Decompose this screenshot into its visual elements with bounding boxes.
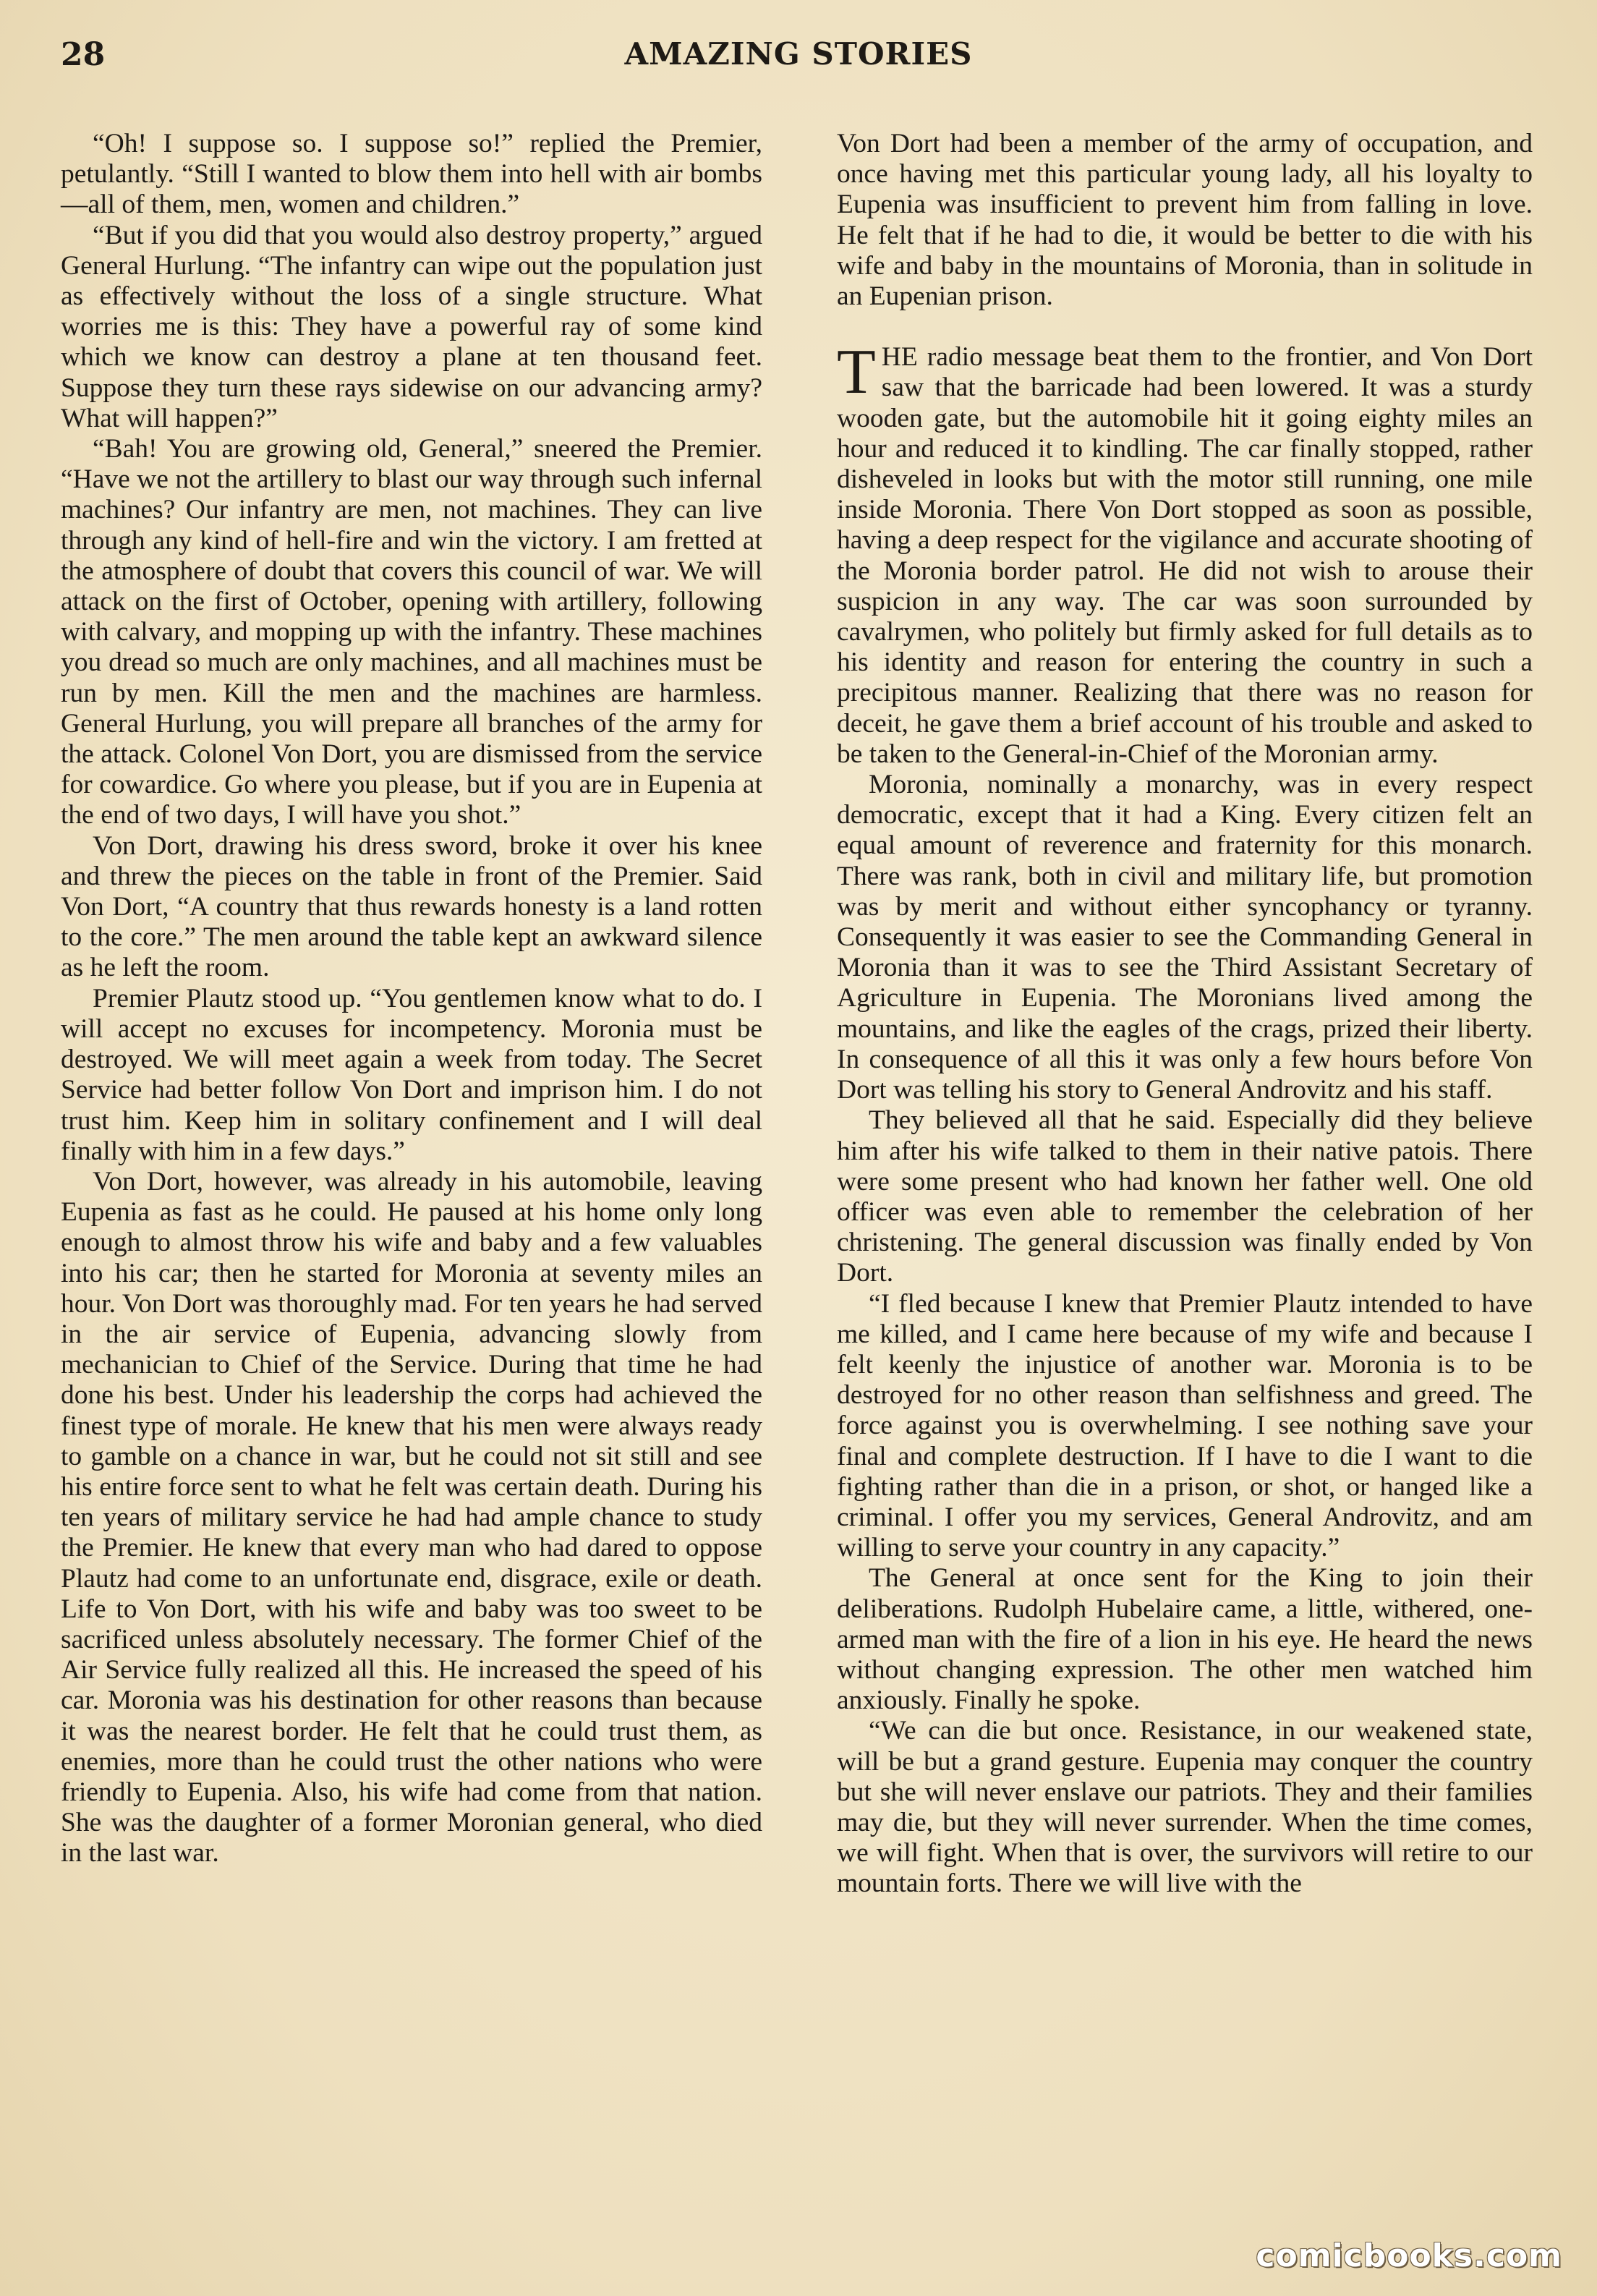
running-title: AMAZING STORIES <box>624 36 973 72</box>
right-column <box>837 129 1533 1900</box>
continued-paragraph: Von Dort had been a member of the army of occupation, and once having met this particular young lady, all his loyalty to Eupenia was insufficient to prevent him from falling in love. He felt that if he had to die, it would be better to die with his wife and baby in the mountains of Moronia, than in solitude in an Eupenian prison. <box>837 129 1533 312</box>
page-number: 28 <box>61 36 106 73</box>
section-opening-paragraph <box>837 337 1533 770</box>
paragraph: “Bah! You are growing old, General,” sneered the Premier. “Have we not the artillery to blast our way through such infernal machines? Our infantry are men, not machines. They can live through any kind of hell-fire and win the victory. I am fretted at the atmosphere of doubt that covers this council of war. We will attack on the first of October, opening with artillery, following with calvary, and mopping up with the infantry. These machines you dread so much are only machines, and all machines must be run by men. Kill the men and the machines are harmless. General Hurlung, you will prepare all branches of the army for the attack. Colonel Von Dort, you are dismissed from the service for cowardice. Go where you please, but if you are in Eupenia at the end of two days, I will have you shot.” <box>61 434 762 830</box>
paragraph: The General at once sent for the King to join their deliberations. Rudolph Hubelaire came, a little, withered, one-armed man with the fire of a lion in his eye. He heard the news without changing expression. The other men watched him anxiously. Finally he spoke. <box>837 1563 1533 1716</box>
paragraph: “Oh! I suppose so. I suppose so!” replied the Premier, petulantly. “Still I wanted to blow them into hell with air bombs—all of them, men, women and children.” <box>61 129 762 220</box>
paragraph: “We can die but once. Resistance, in our weakened state, will be but a grand gesture. Eupenia may conquer the country but she will never enslave our patriots. They and their families may die, but they will never surrender. When the time comes, we will fight. When that is over, the survivors will retire to our mountain forts. There we will live with the <box>837 1716 1533 1899</box>
paragraph: “I fled because I knew that Premier Plautz intended to have me killed, and I came here because of my wife and because I felt keenly the injustice of another war. Moronia is to be destroyed for no other reason than selfishness and greed. The force against you is overwhelming. I see nothing save your final and complete destruction. If I have to die I want to die fighting rather than die in a prison, or shot, or hanged like a criminal. I offer you my services, General Androvitz, and am willing to serve your country in any capacity.” <box>837 1288 1533 1563</box>
page-header <box>61 36 1536 87</box>
paragraph: Von Dort, drawing his dress sword, broke it over his knee and threw the pieces on the table in front of the Premier. Said Von Dort, “A country that thus rewards honesty is a land rotten to the core.” The men around the table kept an awkward silence as he left the room. <box>61 830 762 983</box>
drop-cap: T <box>837 337 876 408</box>
paragraph: Moronia, nominally a monarchy, was in every respect democratic, except that it had a King. Every citizen felt an equal amount of reverence and fraternity for this monarch. There was rank, both in civil and military life, but promotion was by merit and without either syncophancy or tyranny. Consequently it was easier to see the Commanding General in Moronia than it was to see the Third Assistant Secretary of Agriculture in Eupenia. The Moronians lived among the mountains, and like the eagles of the crags, prized their liberty. In consequence of all this it was only a few hours before Von Dort was telling his story to General Androvitz and his staff. <box>837 770 1533 1105</box>
left-column <box>61 129 762 1869</box>
paragraph: They believed all that he said. Especially did they believe him after his wife talked to them in their native patois. There were some present who had known her father well. One old officer was even able to remember the celebration of her christening. The general discussion was finally ended by Von Dort. <box>837 1105 1533 1288</box>
paragraph: Von Dort, however, was already in his automobile, leaving Eupenia as fast as he could. He paused at his home only long enough to almost throw his wife and baby and a few valuables into his car; then he started for Moronia at seventy miles an hour. Von Dort was thoroughly mad. For ten years he had served in the air service of Eupenia, advancing slowly from mechanician to Chief of the Service. During that time he had done his best. Under his leadership the corps had achieved the finest type of morale. He knew that his men were always ready to gamble on a chance in war, but he could not sit still and see his entire force sent to what he felt was certain death. During his ten years of military service he had had ample chance to study the Premier. He knew that every man who had dared to oppose Plautz had come to an unfortunate end, disgrace, exile or death. Life to Von Dort, with his wife and baby was too sweet to be sacrificed unless absolutely necessary. The former Chief of the Air Service fully realized all this. He increased the speed of his car. Moronia was his destination for other reasons than because it was the nearest border. He felt that he could trust them, as enemies, more than he could trust the other nations who were friendly to Eupenia. Also, his wife had come from that nation. She was the daughter of a former Moronian general, who died in the last war. <box>61 1166 762 1868</box>
paragraph: Premier Plautz stood up. “You gentlemen know what to do. I will accept no excuses for incompetency. Moronia must be destroyed. We will meet again a week from today. The Secret Service had better follow Von Dort and imprison him. I do not trust him. Keep him in solitary confinement and I will deal finally with him in a few days.” <box>61 983 762 1166</box>
site-watermark: comicbooks.com <box>1256 2237 1562 2274</box>
paragraph: “But if you did that you would also destroy property,” argued General Hurlung. “The infantry can wipe out the population just as effectively without the loss of a single structure. What worries me is this: They have a powerful ray of some kind which we know can destroy a plane at ten thousand feet. Suppose they turn these rays sidewise on our advancing army? What will happen?” <box>61 220 762 433</box>
section-opening-text: HE radio message beat them to the frontier, and Von Dort saw that the barricade had been lowered. It was a sturdy wooden gate, but the automobile hit it going eighty miles an hour and reduced it to kindling. The car finally stopped, rather disheveled in looks but with the motor still running, one mile inside Moronia. There Von Dort stopped as soon as possible, having a deep respect for the vigilance and accurate shooting of the Moronia border patrol. He did not wish to arouse their suspicion in any way. The car was soon surrounded by cavalrymen, who politely but firmly asked for full details as to his identity and reason for entering the country in such a precipitous manner. Realizing that there was no reason for deceit, he gave them a brief account of his trouble and asked to be taken to the General-in-Chief of the Moronian army. <box>837 342 1533 769</box>
